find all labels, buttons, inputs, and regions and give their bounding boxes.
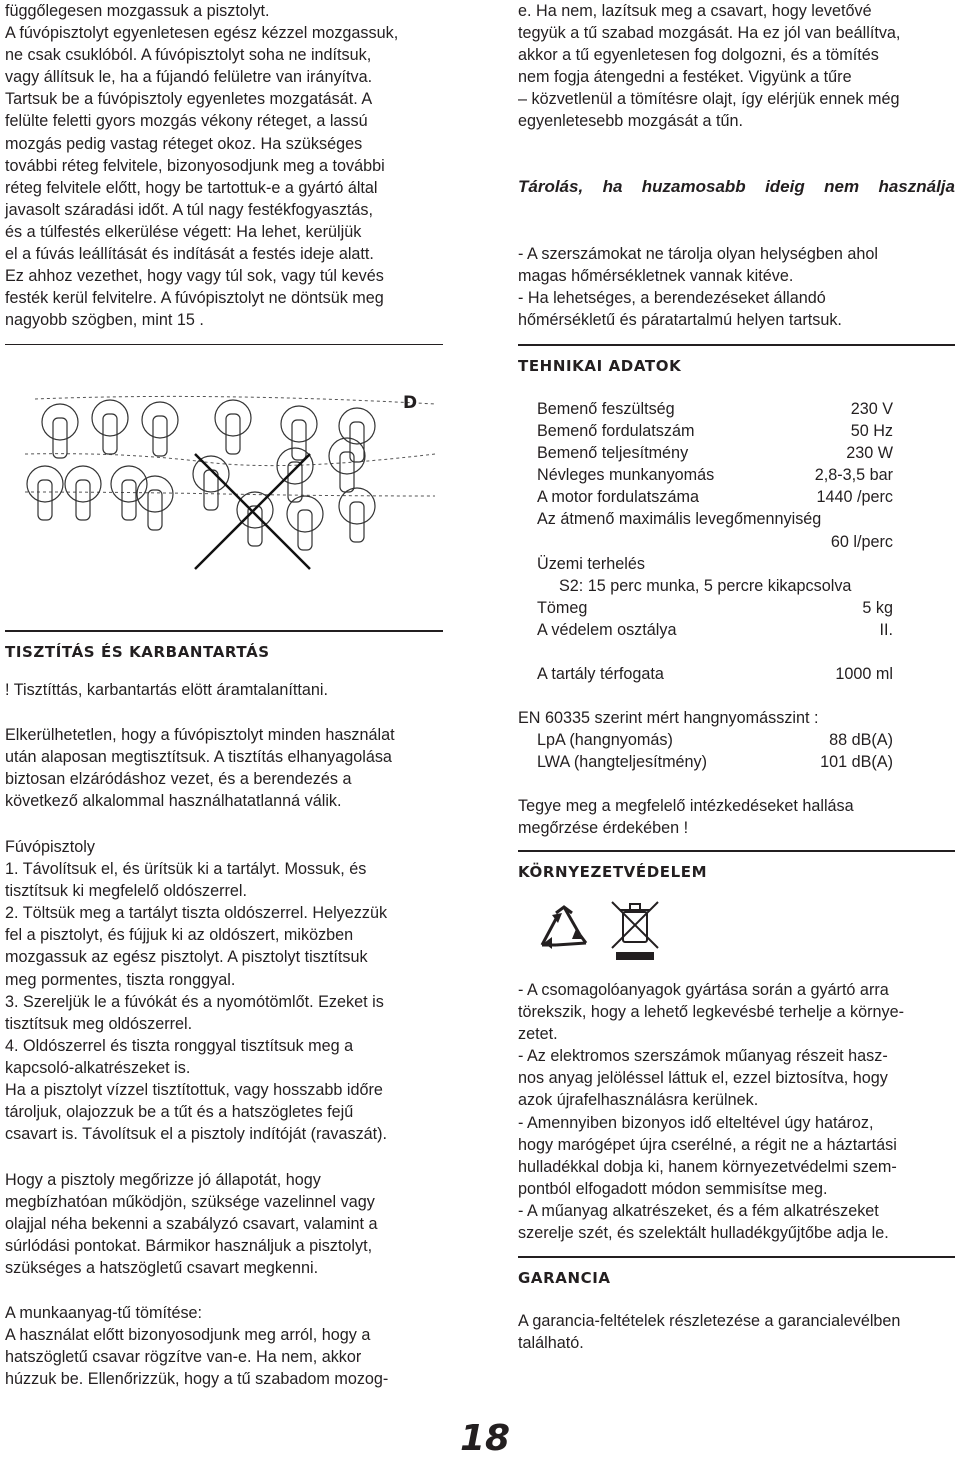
text-line: e. Ha nem, lazítsuk meg a csavart, hogy levetővé (518, 2, 872, 20)
text-line: nos anyag jelöléssel láttuk el, ezzel biztosítva, hogy (518, 1069, 888, 1088)
text-line: - Az elektromos szerszámok műanyag részeit hasz- (518, 1047, 888, 1066)
text-line: olajjal néha bekenni a szabályzó csavart, valamint a (5, 1215, 378, 1234)
text-line: Elkerülhetetlen, hogy a fúvópisztolyt minden használat (5, 726, 395, 744)
crossed-bin-icon (608, 898, 662, 962)
text-line: súrlódási pontokat. Bármikor használjuk a pisztolyt, (5, 1237, 373, 1256)
spec-label: A tartály térfogata (537, 665, 664, 683)
noise-title: EN 60335 szerint mért hangnyomásszint : (518, 709, 819, 727)
text-line: szükséges a hatszögletű csavart megkenni. (5, 1259, 319, 1278)
spray-technique-figure (5, 344, 443, 634)
text-line: mozgassuk az egész pisztolyt. A pisztolyt tisztítsuk (5, 948, 368, 967)
text-line: akkor a tű egyenletesen fog dolgozni, és a tömítés (518, 46, 879, 65)
storage-heading: Tárolás, ha huzamosabb ideig nem használja (518, 177, 955, 196)
spec-value: S2: 15 perc munka, 5 percre kikapcsolva (559, 576, 852, 595)
text-line: Ez ahhoz vezethet, hogy vagy túl sok, vagy túl kevés (5, 267, 384, 286)
text-line: tisztítsuk ki megfelelő oldószerrel. (5, 882, 248, 901)
spec-row (537, 464, 893, 486)
text-line: Hogy a pisztoly megőrizze jó állapotát, hogy (5, 1171, 321, 1189)
spec-value: 1000 ml (835, 665, 893, 683)
text-line: magas hőmérsékletnek vannak kitéve. (518, 267, 794, 286)
warning-text: ! Tisztíttás, karbantartás elött áramtalaníttani. (5, 681, 328, 699)
spec-row (537, 508, 893, 530)
spec-value: 2,8-3,5 bar (814, 466, 893, 485)
text-line: további réteg felvitele, bizonyosodjunk meg a további (5, 156, 385, 175)
noise-table (537, 729, 893, 773)
text-line: és a túlfestés elkerülése végett: Ha lehet, kerüljük (5, 222, 362, 241)
text-line: kapcsoló-alkatrészeket is. (5, 1058, 191, 1077)
text-line: hogy marógépet újra cserélné, a régit ne a háztartási (518, 1135, 897, 1154)
text-line: Fúvópisztoly (5, 838, 95, 856)
text-line: hulladékkal dobja ki, hanem környezetvédelmi szem- (518, 1157, 897, 1176)
text-line: Ha a pisztolyt vízzel tisztítottuk, vagy hosszabb időre (5, 1081, 383, 1100)
text-line: szerelje szét, és szelektált hulladékgyűjtőbe adja le. (518, 1224, 889, 1243)
spec-label: Bemenő feszültség (537, 400, 675, 418)
text-line: ne csak csuklóból. A fúvópisztolyt soha ne indítsuk, (5, 46, 372, 65)
storage-paragraph (518, 243, 955, 331)
text-line: mozgás pedig vastag réteget okoz. Ha szükséges (5, 134, 363, 153)
continued-paragraph (518, 0, 955, 133)
text-line: megőrzése érdekében ! (518, 819, 689, 838)
text-line: megbízhatóan működjön, szüksége vazelinnel vagy (5, 1193, 375, 1212)
hearing-note (518, 795, 955, 839)
paragraph-1 (5, 724, 443, 812)
text-line: Tegye meg a megfelelő intézkedéseket hallása (518, 797, 854, 815)
spray-illustration (5, 344, 443, 634)
text-line: felülte feletti gyors mozgás vékony réteget, a lassú (5, 112, 368, 131)
text-line: tegyük a tű szabad mozgását. Ha ez jól van beállítva, (518, 24, 901, 43)
spec-value: 50 Hz (850, 422, 893, 441)
text-line: azok újrafelhasználásra kerülnek. (518, 1091, 759, 1110)
text-line: 1. Távolítsuk el, és ürítsük ki a tartályt. Mossuk, és (5, 860, 367, 879)
text-line: - A csomagolóanyagok gyártása során a gyártó arra (518, 981, 889, 999)
spec-row (537, 398, 893, 420)
text-line: nagyobb szögben, mint 15 . (5, 311, 204, 330)
text-line: után alaposan megtisztítsuk. A tisztítás elhanyagolása (5, 748, 392, 767)
noise-label: LpA (hangnyomás) (537, 731, 673, 749)
spec-row (537, 531, 893, 553)
spec-row (537, 553, 893, 575)
spec-value: 230 W (846, 444, 893, 463)
text-line: vagy állítsuk le, ha a fújandó felületre van irányítva. (5, 68, 373, 87)
cleaning-heading: TISZTÍTÁS ÉS KARBANTARTÁS (5, 630, 443, 662)
paragraph-4 (5, 1302, 443, 1390)
text-line: – közvetlenül a tömítésre olajt, így elérjük ennek még (518, 90, 900, 109)
text-line: - A szerszámokat ne tárolja olyan helységben ahol (518, 245, 878, 263)
spec-label: A védelem osztálya (537, 620, 677, 639)
intro-paragraph (5, 0, 443, 331)
tech-heading: TEHNIKAI ADATOK (518, 344, 955, 376)
page-number: 18 (459, 1418, 511, 1459)
spec-label: Bemenő fordulatszám (537, 422, 695, 441)
text-line: 2. Töltsük meg a tartályt tiszta oldószerrel. Helyezzük (5, 904, 388, 923)
noise-row (537, 751, 893, 773)
text-line: törekszik, hogy a lehető legkevésbé terhelje a környe- (518, 1003, 905, 1022)
spec-value: 60 l/perc (830, 532, 893, 551)
text-line: - Ha lehetséges, a berendezéseket állandó (518, 289, 826, 308)
text-line: nem fogja átengedni a festéket. Vigyünk a tűre (518, 68, 852, 87)
text-line: 3. Szereljük le a fúvókát és a nyomótömlőt. Ezeket is (5, 992, 384, 1011)
spec-value: 5 kg (862, 598, 893, 617)
spec-label: Tömeg (537, 598, 588, 617)
spray-gun-icon (42, 400, 375, 462)
text-line: 4. Oldószerrel és tiszta ronggyal tisztítsuk meg a (5, 1036, 354, 1055)
spray-gun-icon (27, 438, 365, 530)
spec-row (537, 663, 893, 685)
figure-label: D (403, 393, 418, 413)
spec-label: A motor fordulatszáma (537, 488, 699, 507)
text-line: festék kerül felvitelre. A fúvópisztolyt ne döntsük meg (5, 289, 384, 308)
tank-row (537, 663, 893, 685)
noise-row (537, 729, 893, 751)
text-line: meg pormentes, tiszta ronggyal. (5, 970, 236, 989)
spec-row (537, 420, 893, 442)
text-line: csavart is. Távolítsuk el a pisztoly indítóját (ravaszát). (5, 1125, 388, 1144)
text-line: egyenletesebb mozgását a tűn. (518, 112, 743, 131)
text-line: található. (518, 1334, 584, 1353)
paragraph-3 (5, 1169, 443, 1279)
environment-heading: KÖRNYEZETVÉDELEM (518, 850, 955, 882)
text-line: húzzuk be. Ellenőrizzük, hogy a tű szabadom mozog- (5, 1370, 389, 1389)
noise-label: LWA (hangteljesítmény) (537, 753, 708, 772)
text-line: A fúvópisztolyt egyenletesen egész kézzel mozgassuk, (5, 24, 399, 43)
text-line: biztosan elzáródáshoz vezet, és a berendezés a (5, 770, 352, 789)
text-line: réteg felvitele előtt, hogy be tartottuk-e a gyártó által (5, 178, 378, 197)
spec-row (537, 575, 893, 597)
spec-row (537, 597, 893, 619)
spec-label: Névleges munkanyomás (537, 466, 715, 485)
text-line: zetet. (518, 1025, 558, 1044)
specs-table (537, 398, 893, 641)
noise-value: 101 dB(A) (820, 753, 893, 772)
spec-label: Az átmenő maximális levegőmennyiség (537, 510, 822, 529)
warranty-heading: GARANCIA (518, 1256, 955, 1288)
spec-value: II. (879, 620, 893, 639)
spec-label: Üzemi terhelés (537, 554, 645, 573)
text-line: hőmérsékletű és páratartalmú helyen tartsuk. (518, 311, 842, 330)
text-line: tisztítsuk meg oldószerrel. (5, 1014, 193, 1033)
text-line: - A műanyag alkatrészeket, és a fém alkatrészeket (518, 1201, 879, 1220)
spec-label: Bemenő teljesítmény (537, 444, 689, 463)
text-line: A munkaanyag-tű tömítése: (5, 1304, 203, 1322)
paragraph-2 (5, 836, 443, 1145)
text-line: - Amennyiben bizonyos idő elteltével úgy határoz, (518, 1113, 874, 1132)
text-line: A használat előtt bizonyosodjunk meg arról, hogy a (5, 1326, 371, 1345)
text-line: pontból elfogadott módon semmisítse meg. (518, 1179, 828, 1198)
environment-paragraph (518, 979, 955, 1244)
spec-row (537, 442, 893, 464)
spec-value: 230 V (850, 400, 893, 418)
spec-row (537, 486, 893, 508)
recycle-icon (536, 905, 592, 957)
text-line: A garancia-feltételek részletezése a garancialevélben (518, 1312, 901, 1330)
warranty-paragraph (518, 1310, 955, 1354)
text-line: javasolt száradási időt. A túl nagy festékfogyasztás, (5, 200, 374, 219)
text-line: el a fúvás leállítását és indítását a festés ideje alatt. (5, 245, 374, 264)
text-line: hatszögletű csavar rögzítve van-e. Ha nem, akkor (5, 1348, 362, 1367)
spec-value: 1440 /perc (816, 488, 893, 507)
text-line: Tartsuk be a fúvópisztoly egyenletes mozgatását. A (5, 90, 373, 109)
spec-row (537, 619, 893, 641)
text-line: fel a pisztolyt, és fújjuk ki az oldószert, miközben (5, 926, 354, 945)
text-line: következő alkalommal használhatatlanná válik. (5, 792, 342, 811)
noise-value: 88 dB(A) (829, 731, 893, 749)
text-line: függőlegesen mozgassuk a pisztolyt. (5, 2, 270, 20)
spray-gun-icon (237, 488, 375, 550)
text-line: tároljuk, olajozzuk be a tűt és a hatszögletes fejű (5, 1103, 354, 1122)
